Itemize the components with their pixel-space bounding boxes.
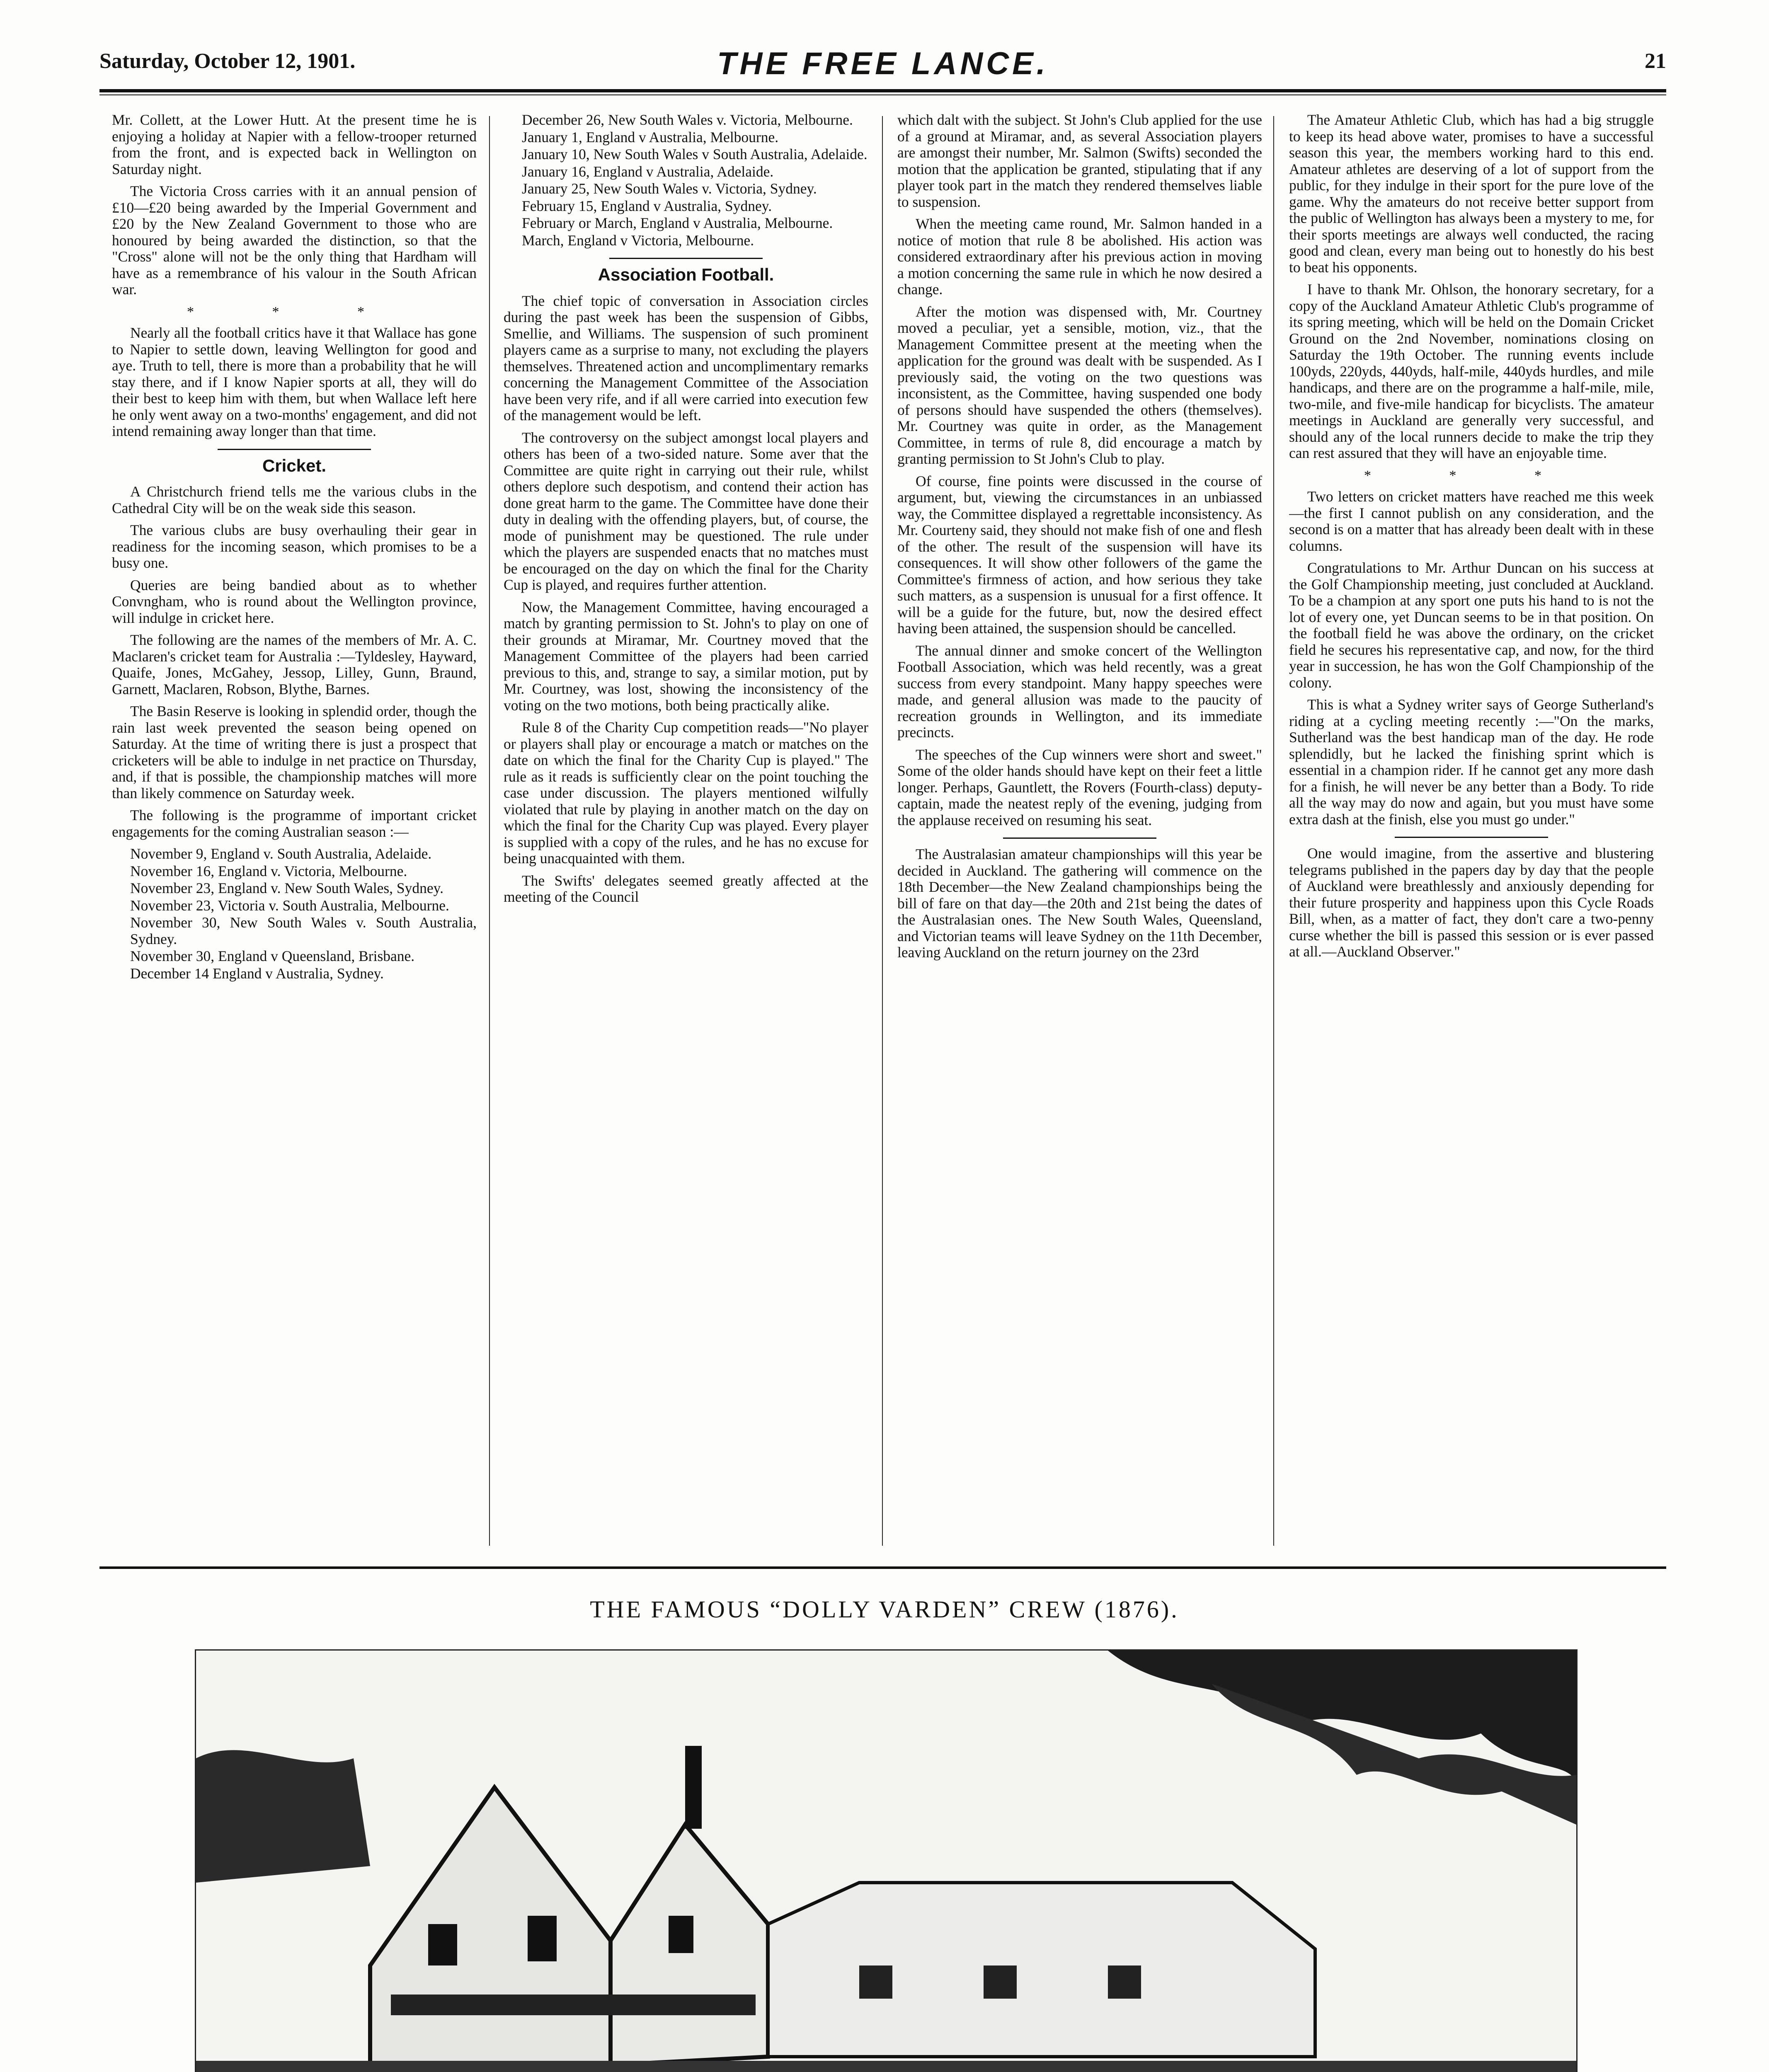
paragraph: This is what a Sydney writer says of George Sutherland's riding at a cycling meeting recently :—"On the marks, Sutherland was the best handicap man of the day. He rode splendidly, but he lacked the finishing sprint which is essential in a champion rider. If he cannot get any more dash for a finish, he will never be any better than a Body. To ride all the way may do now and again, but you must have some extra dash at the finish, else you must go under." <box>1289 696 1654 828</box>
paragraph: The controversy on the subject amongst local players and others has been of a two-sided nature. Some aver that the Committee are quite right in carrying out their rule, whilst others deplore such despotism, and contend their action has done great harm to the game. The Committee have done their duty in dealing with the offending players, but, of course, the mode of punishment may be questioned. The rule under which the players are suspended enacts that no matches must be encouraged on the day on which the final for the Charity Cup is played, and requires further attention. <box>504 429 868 593</box>
paragraph: Congratulations to Mr. Arthur Duncan on his success at the Golf Championship meeting, just concluded at Auckland. To be a champion at any sport one puts his hand to is not the lot of every one, yet Duncan seems to be in that position. On the football field he was above the ordinary, on the cricket field he secures his representative cap, and now, for the third year in succession, he has won the Golf Championship of the colony. <box>1289 559 1654 691</box>
column-divider <box>489 116 490 1546</box>
fixture-line: November 9, England v. South Australia, Adelaide. <box>130 845 432 862</box>
fixture-line: December 26, New South Wales v. Victoria, Melbourne. <box>522 112 853 128</box>
column-2 <box>504 112 868 1554</box>
issue-date: Saturday, October 12, 1901. <box>99 49 356 73</box>
paragraph: Mr. Collett, at the Lower Hutt. At the present time he is enjoying a holiday at Napier with a fellow-trooper returned from the front, and is expected back in Wellington on Saturday night. <box>112 112 477 177</box>
paragraph: Nearly all the football critics have it that Wallace has gone to Napier to settle down, leaving Wellington for good and aye. Truth to tell, there is more than a probability that he will stay there, and if I know Napier sports at all, they will do their best to keep him with them, but when Wallace left here he only went away on a two-months' engagement, and did not intend remaining away longer than that time. <box>112 324 477 439</box>
paragraph: After the motion was dispensed with, Mr. Courtney moved a peculiar, yet a sensible, motion, viz., that the Management Committee present at the meeting when the application for the ground was dealt with be suspended. As I previously said, the voting on the two questions was inconsistent, as the Committee, having suspended one body of persons should have suspended the others (themselves). Mr. Courtney was quite in order, as the Management Committee, in terms of rule 8, did encourage a match by granting permission to St John's Club to play. <box>897 303 1262 467</box>
fixture-line: November 30, New South Wales v. South Australia, Sydney. <box>130 914 477 947</box>
paragraph: When the meeting came round, Mr. Salmon handed in a notice of motion that rule 8 be abolished. His action was considered extraordinary after his previous action in moving a motion concerning the same rule in which he now desired a change. <box>897 215 1262 298</box>
fixture-line: November 30, England v Queensland, Brisbane. <box>130 948 415 964</box>
paragraph: Queries are being bandied about as to whether Convngham, who is round about the Wellington province, will indulge in cricket here. <box>112 576 477 626</box>
paragraph: I have to thank Mr. Ohlson, the honorary secretary, for a copy of the Auckland Amateur Athletic Club's programme of its spring meeting, which will be held on the Domain Cricket Ground on the 2nd November, nominations closing on Saturday the 19th October. The running events include 100yds, 220yds, 440yds, half-mile, 440yds hurdles, and mile handicaps, and there are on the programme a half-mile, mile, two-mile, and five-mile handicap for bicyclists. The amateur meetings in Auckland are generally very successful, and should any of the local runners decide to make the trip they can rest assured that they will have an enjoyable time. <box>1289 281 1654 461</box>
crew-photograph <box>195 1649 1578 2072</box>
fixture-line: February or March, England v Australia, Melbourne. <box>522 215 833 231</box>
fixture-line: January 1, England v Australia, Melbourne. <box>522 128 779 145</box>
paragraph: Two letters on cricket matters have reached me this week—the first I cannot publish on any consideration, and the second is on a matter that has already been dealt with in these columns. <box>1289 488 1654 554</box>
section-stars: * * * <box>187 304 402 320</box>
paragraph: The Victoria Cross carries with it an annual pension of £10—£20 being awarded by the Imperial Government and £20 by the New Zealand Government to those who are honoured by being awarded the distinction, so that the "Cross" alone will not be the only thing that Hardham will have as a remembrance of his valour in the South African war. <box>112 183 477 298</box>
column-divider <box>1273 116 1274 1546</box>
fixture-line: December 14 England v Australia, Sydney. <box>130 965 384 982</box>
column-divider <box>882 116 883 1546</box>
paragraph: The annual dinner and smoke concert of the Wellington Football Association, which was held recently, was a great success from every standpoint. Many happy speeches were made, and general allusion was made to the paucity of recreation grounds in Wellington, and its immediate precincts. <box>897 642 1262 741</box>
section-rule <box>1395 837 1548 838</box>
fixture-line: November 23, Victoria v. South Australia, Melbourne. <box>130 897 449 914</box>
masthead-rule-thin <box>99 94 1666 95</box>
section-stars: * * * <box>1364 467 1579 483</box>
section-rule <box>1003 838 1156 839</box>
paragraph: Of course, fine points were discussed in the course of argument, but, viewing the circumstances in an unbiassed way, the Committee displayed a regrettable inconsistency. As Mr. Courteny said, they should not make fish of one and flesh of the other. The result of the suspension will have its consequences. It will show other followers of the game the Committee's firmness of action, and how serious they take such matters, as a suspension is unusual for a first offence. It will be a guide for the future, but, now the desired effect having been attained, the suspension should be cancelled. <box>897 472 1262 637</box>
paragraph: The Swifts' delegates seemed greatly affected at the meeting of the Council <box>504 872 868 905</box>
paragraph: The Basin Reserve is looking in splendid order, though the rain last week prevented the season being opened on Saturday. At the time of writing there is just a prospect that cricketers will be able to indulge in net practice on Thursday, and, if that is possible, the championship matches will more than likely commence on Saturday week. <box>112 703 477 801</box>
cricket-heading: Cricket. <box>262 455 327 475</box>
paragraph: which dalt with the subject. St John's Club applied for the use of a ground at Miramar, and, as several Association players are amongst their number, Mr. Salmon (Swifts) seconded the motion that the application be granted, stipulating that if any player took part in the match they rendered themselves liable to suspension. <box>897 112 1262 210</box>
fixture-line: November 16, England v. Victoria, Melbourne. <box>130 862 407 879</box>
masthead-rule <box>99 89 1666 92</box>
fixture-line: January 25, New South Wales v. Victoria, Sydney. <box>522 180 817 197</box>
paragraph: One would imagine, from the assertive and blustering telegrams published in the papers day by day that the people of Auckland were breathlessly and anxiously depending for their future prosperity and happiness upon this Cycle Roads Bill, when, as a matter of fact, they don't care a two-penny curse whether the bill is passed this session or is ever passed at all.—Auckland Observer." <box>1289 845 1654 960</box>
paragraph: The following is the programme of important cricket engagements for the coming Australian season :— <box>112 807 477 840</box>
paragraph: The Australasian amateur championships will this year be decided in Auckland. The gathering will commence on the 18th December—the New Zealand championships being the bill of fare on that day—the 20th and 21st being the dates of the Australasian ones. The New South Wales, Queensland, and Victorian teams will leave Sydney on the 11th December, leaving Auckland on the return journey on the 23rd <box>897 846 1262 961</box>
paragraph: A Christchurch friend tells me the various clubs in the Cathedral City will be on the weak side this season. <box>112 483 477 516</box>
masthead <box>99 46 1666 83</box>
paragraph: The chief topic of conversation in Association circles during the past week has been the suspension of Gibbs, Smellie, and Williams. The suspension of such prominent players came as a surprise to many, not excluding the players themselves. Threatened action and uncomplimentary remarks concerning the Management Committee of the Association have been very rife, and if all were carried into execution few of the management would be left. <box>504 292 868 424</box>
section-rule <box>218 449 371 450</box>
fixture-line: February 15, England v Australia, Sydney. <box>522 197 772 214</box>
paragraph: Rule 8 of the Charity Cup competition reads—"No player or players shall play or encourage a match or matches on the date on which the final for the Charity Cup is played." The rule as it reads is sufficiently clear on the point touching the case under discussion. The players mentioned wilfully violated that rule by playing in another match on the day on which the final for the Charity Cup was played. Every player is supplied with a copy of the rules, and he has no excuse for being unacquainted with them. <box>504 719 868 867</box>
paragraph: The following are the names of the members of Mr. A. C. Maclaren's cricket team for Australia :—Tyldesley, Hayward, Quaife, Jones, McGahey, Jessop, Lilley, Gunn, Braund, Garnett, Maclaren, Robson, Blythe, Barnes. <box>112 632 477 697</box>
fixture-line: November 23, England v. New South Wales, Sydney. <box>130 880 444 896</box>
section-rule <box>609 258 763 259</box>
paragraph: The Amateur Athletic Club, which has had a big struggle to keep its head above water, promises to have a successful season this year, the members working hard to this end. Amateur athletes are deserving of a lot of support from the public, for they indulge in their sport for the pure love of the game. Why the amateurs do not receive better support from the public of Wellington has always been a mystery to me, for their sports meetings are always well conducted, the racing good and clean, every man being out to honestly do his best to beat his opponents. <box>1289 112 1654 276</box>
page-number: 21 <box>1645 49 1666 73</box>
photograph-illustration <box>196 1651 1576 2072</box>
fixture-line: January 16, England v Australia, Adelaide. <box>522 163 774 180</box>
paragraph: The various clubs are busy overhauling their gear in readiness for the incoming season, which promises to be a busy one. <box>112 522 477 571</box>
photo-title: THE FAMOUS “DOLLY VARDEN” CREW (1876). <box>590 1596 1179 1623</box>
fixture-line: January 10, New South Wales v South Australia, Adelaide. <box>522 146 868 162</box>
column-4 <box>1289 112 1654 1554</box>
newspaper-title: THE FREE LANCE. <box>717 46 1049 81</box>
page-rule <box>99 1566 1666 1569</box>
football-heading: Association Football. <box>598 265 774 284</box>
fixture-line: March, England v Victoria, Melbourne. <box>522 232 754 249</box>
column-1 <box>112 112 477 1554</box>
paragraph: Now, the Management Committee, having encouraged a match by granting permission to St. John's to play on one of their grounds at Miramar, Mr. Courtney moved that the Management Committee of the players had been carried previous to this, and, strange to say, a similar motion, put by Mr. Courtney, was lost, showing the inconsistency of the voting on the two motions, both being practically alike. <box>504 598 868 714</box>
column-3 <box>897 112 1262 1554</box>
paragraph: The speeches of the Cup winners were short and sweet." Some of the older hands should have kept on their feet a little longer. Perhaps, Gauntlett, the Rovers (Fourth-class) deputy-captain, made the neatest reply of the evening, judging from the applause received on resuming his seat. <box>897 746 1262 828</box>
